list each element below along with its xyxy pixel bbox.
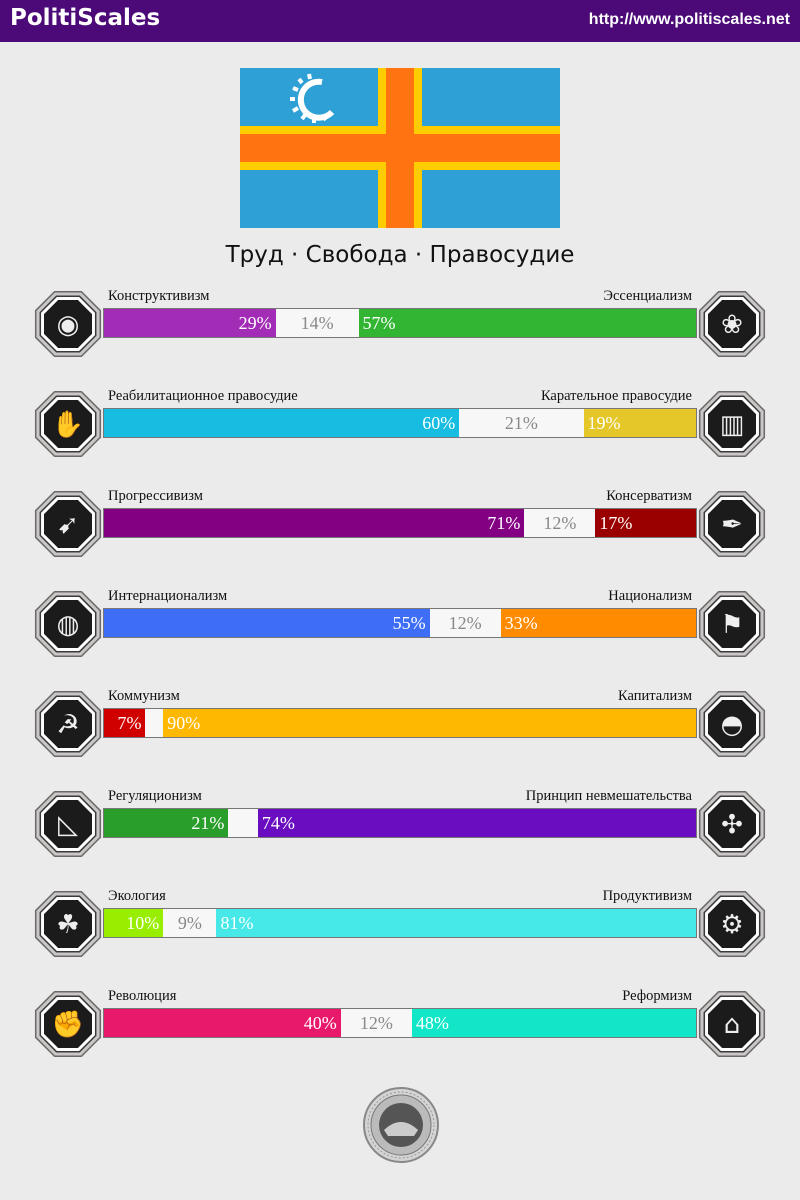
bar-right-segment: [258, 809, 696, 837]
axis-left-label: Революция: [108, 988, 177, 1004]
percent-value: 40%: [303, 1013, 337, 1033]
butterfly-icon: [696, 788, 768, 860]
percent-value: 90%: [167, 713, 201, 733]
percent-value: 21%: [191, 813, 225, 833]
axis-row: [0, 988, 800, 1068]
bar-center-segment: [459, 409, 583, 437]
svg-text:✒: ✒: [721, 510, 743, 540]
bar-right-segment: [216, 909, 696, 937]
money-bag-icon: [696, 688, 768, 760]
header: [0, 0, 800, 42]
flag-icon: [696, 588, 768, 660]
bar-left-segment: [104, 509, 524, 537]
axis-bar: [103, 508, 697, 538]
axis-right-label: Реформизм: [622, 988, 692, 1004]
axis-right-label: Карательное правосудие: [540, 388, 692, 404]
axis-bar: [103, 308, 697, 338]
percent-value: 55%: [392, 613, 426, 633]
ruler-icon: [32, 788, 104, 860]
axis-row: [0, 588, 800, 668]
bar-right-segment: [163, 709, 696, 737]
percent-value: 10%: [126, 913, 160, 933]
svg-text:▥: ▥: [719, 410, 745, 440]
bar-center-segment: [524, 509, 595, 537]
bar-right-segment: [359, 309, 696, 337]
percent-value: 57%: [362, 313, 396, 333]
percent-value: 19%: [587, 413, 621, 433]
bar-left-segment: [104, 409, 459, 437]
percent-value: 21%: [504, 413, 538, 433]
bar-right-segment: [595, 509, 696, 537]
site-name[interactable]: PolitiScales: [10, 5, 161, 31]
percent-value: 14%: [300, 313, 334, 333]
axis-left-label: Прогрессивизм: [108, 488, 203, 504]
prison-bars-icon: [696, 388, 768, 460]
bar-left-segment: [104, 809, 228, 837]
bar-left-segment: [104, 909, 163, 937]
percent-value: 12%: [448, 613, 482, 633]
gear-icon: [696, 888, 768, 960]
handshake-icon: [32, 388, 104, 460]
svg-text:⚑: ⚑: [720, 610, 744, 640]
axis-left-label: Регуляционизм: [108, 788, 202, 804]
axis-row: [0, 288, 800, 368]
axis-bar: [103, 1008, 697, 1038]
svg-text:⌂: ⌂: [723, 1010, 741, 1040]
bar-center-segment: [145, 709, 163, 737]
rocket-icon: [32, 488, 104, 560]
svg-text:◍: ◍: [56, 610, 80, 640]
axis-right-label: Продуктивизм: [602, 888, 692, 904]
hammer-sickle-icon: [32, 688, 104, 760]
axis-bar: [103, 408, 697, 438]
svg-text:✊: ✊: [51, 1010, 85, 1040]
svg-text:❀: ❀: [721, 310, 743, 340]
axis-bar: [103, 608, 697, 638]
axis-left-label: Коммунизм: [108, 688, 180, 704]
svg-text:◉: ◉: [56, 310, 80, 340]
axis-bar: [103, 808, 697, 838]
svg-text:➹: ➹: [57, 510, 79, 540]
percent-value: 9%: [177, 913, 202, 933]
percent-value: 17%: [599, 513, 633, 533]
fist-icon: [32, 988, 104, 1060]
axis-row: [0, 488, 800, 568]
axis-right-label: Эссенциализм: [603, 288, 692, 304]
percent-value: 48%: [415, 1013, 449, 1033]
bar-right-segment: [584, 409, 697, 437]
axis-row: [0, 788, 800, 868]
bar-center-segment: [276, 309, 359, 337]
svg-text:⚙: ⚙: [720, 910, 744, 940]
svg-text:✣: ✣: [721, 810, 743, 840]
axis-bar: [103, 908, 697, 938]
axis-bar: [103, 708, 697, 738]
svg-text:◓: ◓: [720, 710, 744, 740]
seal-icon: [362, 1086, 440, 1164]
percent-value: 12%: [543, 513, 577, 533]
bar-left-segment: [104, 609, 430, 637]
ballot-box-icon: [696, 988, 768, 1060]
svg-text:☭: ☭: [56, 710, 80, 740]
axis-left-label: Реабилитационное правосудие: [108, 388, 298, 404]
svg-text:◺: ◺: [58, 810, 78, 840]
percent-value: 74%: [261, 813, 295, 833]
axis-right-label: Капитализм: [617, 688, 692, 704]
bar-center-segment: [228, 809, 258, 837]
quill-icon: [696, 488, 768, 560]
axis-right-label: Национализм: [608, 588, 692, 604]
bar-center-segment: [430, 609, 501, 637]
svg-text:✋: ✋: [51, 410, 85, 440]
percent-value: 29%: [238, 313, 272, 333]
motto: Труд · Свобода · Правосудие: [225, 242, 575, 268]
bar-right-segment: [412, 1009, 696, 1037]
site-url[interactable]: http://www.politiscales.net: [588, 11, 790, 28]
bar-left-segment: [104, 1009, 341, 1037]
axis-left-label: Экология: [108, 888, 166, 904]
flower-icon: [696, 288, 768, 360]
percent-value: 12%: [359, 1013, 393, 1033]
axis-row: [0, 888, 800, 968]
axis-left-label: Интернационализм: [108, 588, 228, 604]
sprout-icon: [32, 888, 104, 960]
bar-right-segment: [501, 609, 696, 637]
axis-left-label: Конструктивизм: [108, 288, 210, 304]
percent-value: 81%: [220, 913, 254, 933]
svg-text:☘: ☘: [56, 910, 80, 940]
axis-row: [0, 688, 800, 768]
bar-left-segment: [104, 309, 276, 337]
flag-image: [240, 68, 560, 228]
globe-icon: [32, 588, 104, 660]
percent-value: 60%: [422, 413, 456, 433]
percent-value: 71%: [487, 513, 521, 533]
eye-icon: [32, 288, 104, 360]
axis-row: [0, 388, 800, 468]
percent-value: 7%: [117, 713, 142, 733]
axis-right-label: Принцип невмешательства: [525, 788, 692, 804]
axis-right-label: Консерватизм: [606, 488, 692, 504]
percent-value: 33%: [504, 613, 538, 633]
bar-center-segment: [341, 1009, 412, 1037]
bar-left-segment: [104, 709, 145, 737]
bar-center-segment: [163, 909, 216, 937]
